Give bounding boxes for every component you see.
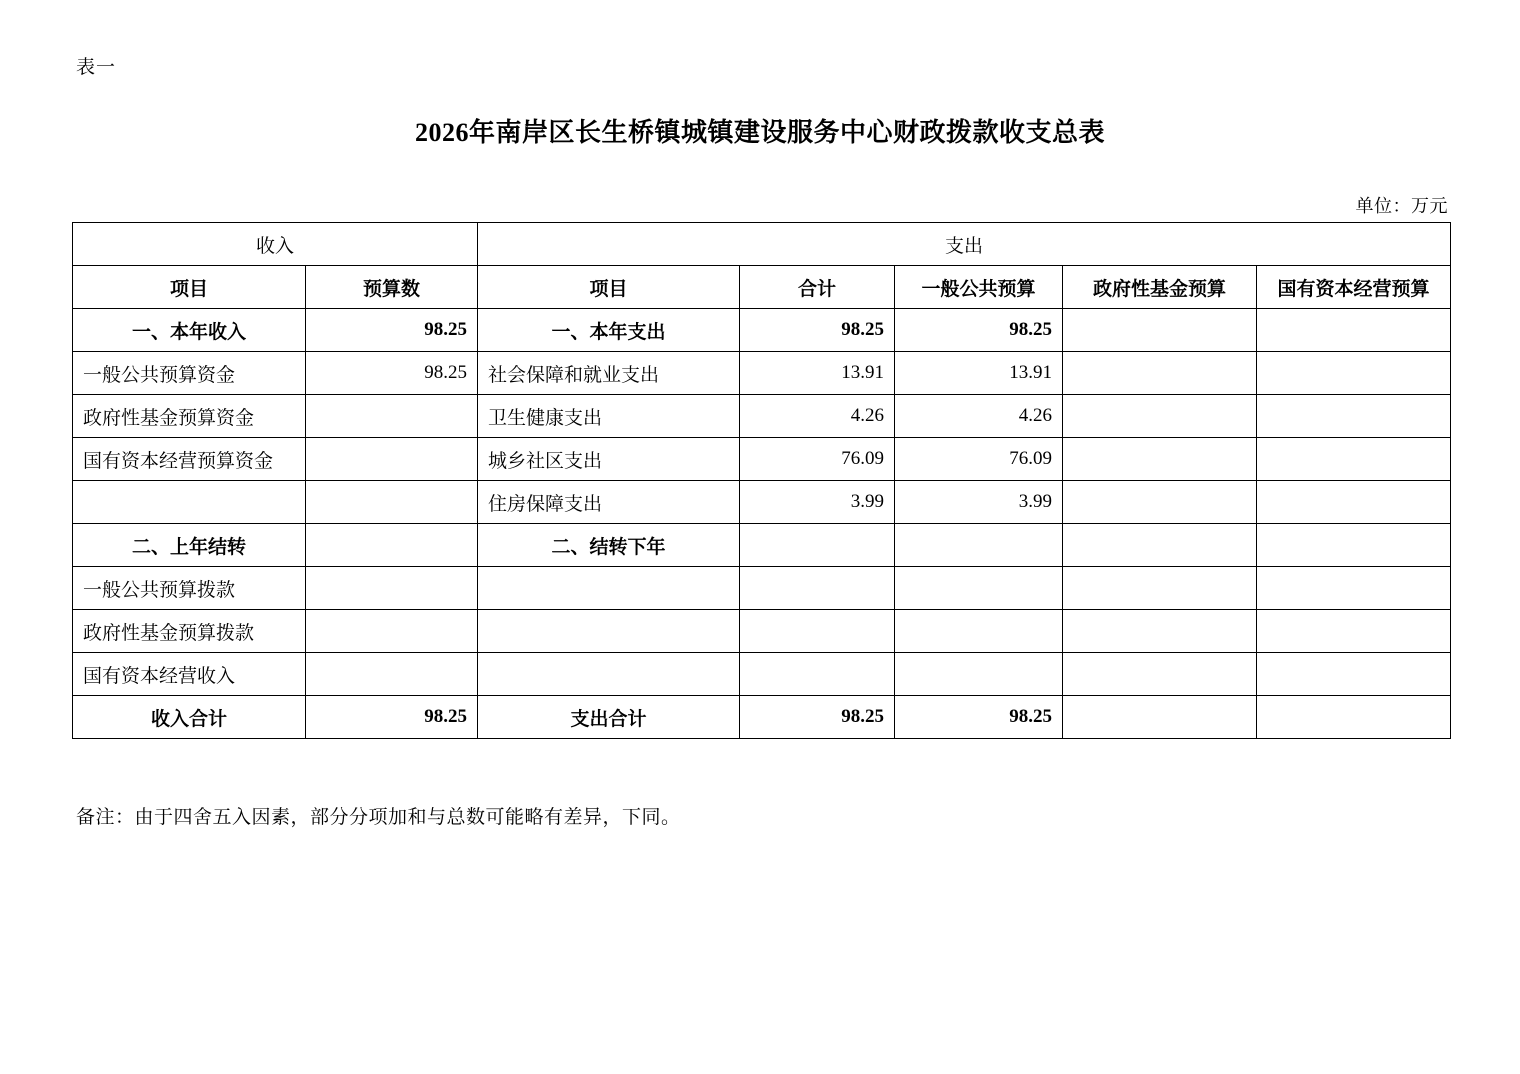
- cell-income-item: 政府性基金预算拨款: [73, 610, 306, 653]
- cell-exp-state-capital: [1257, 352, 1451, 395]
- cell-exp-gov-fund: [1063, 696, 1257, 739]
- cell-exp-general: 13.91: [895, 352, 1063, 395]
- cell-exp-state-capital: [1257, 653, 1451, 696]
- cell-income-item: 一般公共预算拨款: [73, 567, 306, 610]
- cell-income-budget: [306, 653, 478, 696]
- col-header-exp-state-capital: 国有资本经营预算: [1257, 266, 1451, 309]
- cell-income-item: 政府性基金预算资金: [73, 395, 306, 438]
- table-row: [73, 395, 1451, 438]
- col-header-income-item: 项目: [73, 266, 306, 309]
- cell-exp-gov-fund: [1063, 481, 1257, 524]
- table-row: [73, 653, 1451, 696]
- cell-income-item: 一、本年收入: [73, 309, 306, 352]
- cell-exp-total: 98.25: [740, 696, 895, 739]
- cell-exp-state-capital: [1257, 309, 1451, 352]
- unit-note: 单位：万元: [1355, 196, 1448, 216]
- cell-exp-general: [895, 567, 1063, 610]
- sheet-label: 表一: [76, 57, 117, 78]
- cell-income-item: 国有资本经营预算资金: [73, 438, 306, 481]
- cell-income-item: [73, 481, 306, 524]
- cell-income-budget: [306, 481, 478, 524]
- table-row: [73, 309, 1451, 352]
- table-group-header-row: [73, 223, 1451, 266]
- cell-exp-gov-fund: [1063, 567, 1257, 610]
- cell-exp-general: [895, 653, 1063, 696]
- cell-exp-total: [740, 567, 895, 610]
- cell-exp-item: 住房保障支出: [478, 481, 740, 524]
- table-column-header-row: [73, 266, 1451, 309]
- cell-income-budget: [306, 610, 478, 653]
- cell-exp-state-capital: [1257, 438, 1451, 481]
- cell-exp-general: 98.25: [895, 309, 1063, 352]
- cell-income-budget: [306, 567, 478, 610]
- cell-exp-state-capital: [1257, 696, 1451, 739]
- cell-income-item: 国有资本经营收入: [73, 653, 306, 696]
- cell-exp-total: 4.26: [740, 395, 895, 438]
- table-row: [73, 567, 1451, 610]
- cell-exp-gov-fund: [1063, 395, 1257, 438]
- group-header-income: 收入: [73, 223, 478, 266]
- cell-exp-item: 卫生健康支出: [478, 395, 740, 438]
- cell-income-item: 二、上年结转: [73, 524, 306, 567]
- cell-exp-item: 二、结转下年: [478, 524, 740, 567]
- cell-exp-total: [740, 524, 895, 567]
- col-header-income-budget: 预算数: [306, 266, 478, 309]
- cell-exp-general: [895, 524, 1063, 567]
- cell-exp-item: 社会保障和就业支出: [478, 352, 740, 395]
- cell-exp-total: 3.99: [740, 481, 895, 524]
- cell-income-budget: 98.25: [306, 352, 478, 395]
- cell-exp-state-capital: [1257, 395, 1451, 438]
- table-row: [73, 481, 1451, 524]
- cell-exp-total: [740, 610, 895, 653]
- cell-exp-total: 76.09: [740, 438, 895, 481]
- cell-exp-gov-fund: [1063, 352, 1257, 395]
- table-row: [73, 352, 1451, 395]
- cell-exp-state-capital: [1257, 481, 1451, 524]
- cell-income-budget: [306, 524, 478, 567]
- table-row: [73, 610, 1451, 653]
- cell-exp-gov-fund: [1063, 309, 1257, 352]
- cell-exp-state-capital: [1257, 610, 1451, 653]
- budget-table: [72, 222, 1451, 739]
- cell-exp-state-capital: [1257, 524, 1451, 567]
- cell-exp-item: [478, 610, 740, 653]
- cell-exp-general: 3.99: [895, 481, 1063, 524]
- cell-exp-item: 一、本年支出: [478, 309, 740, 352]
- cell-exp-general: 76.09: [895, 438, 1063, 481]
- col-header-exp-gov-fund: 政府性基金预算: [1063, 266, 1257, 309]
- cell-exp-general: [895, 610, 1063, 653]
- cell-exp-general: 4.26: [895, 395, 1063, 438]
- cell-exp-gov-fund: [1063, 653, 1257, 696]
- cell-exp-total: [740, 653, 895, 696]
- cell-income-budget: 98.25: [306, 309, 478, 352]
- cell-exp-gov-fund: [1063, 438, 1257, 481]
- table-row: [73, 524, 1451, 567]
- cell-income-budget: [306, 438, 478, 481]
- footnote: 备注：由于四舍五入因素，部分分项加和与总数可能略有差异，下同。: [76, 807, 681, 828]
- cell-income-budget: [306, 395, 478, 438]
- cell-exp-gov-fund: [1063, 524, 1257, 567]
- col-header-exp-item: 项目: [478, 266, 740, 309]
- table-row-total: [73, 696, 1451, 739]
- cell-income-item: 一般公共预算资金: [73, 352, 306, 395]
- group-header-expenditure: 支出: [478, 223, 1451, 266]
- cell-exp-general: 98.25: [895, 696, 1063, 739]
- cell-exp-total: 98.25: [740, 309, 895, 352]
- cell-exp-item: 城乡社区支出: [478, 438, 740, 481]
- cell-exp-gov-fund: [1063, 610, 1257, 653]
- table-row: [73, 438, 1451, 481]
- cell-exp-state-capital: [1257, 567, 1451, 610]
- cell-income-item: 收入合计: [73, 696, 306, 739]
- col-header-exp-general: 一般公共预算: [895, 266, 1063, 309]
- col-header-exp-total: 合计: [740, 266, 895, 309]
- cell-exp-item: [478, 653, 740, 696]
- cell-exp-total: 13.91: [740, 352, 895, 395]
- cell-exp-item: [478, 567, 740, 610]
- page-title: 2026年南岸区长生桥镇城镇建设服务中心财政拨款收支总表: [414, 118, 1105, 147]
- cell-income-budget: 98.25: [306, 696, 478, 739]
- cell-exp-item: 支出合计: [478, 696, 740, 739]
